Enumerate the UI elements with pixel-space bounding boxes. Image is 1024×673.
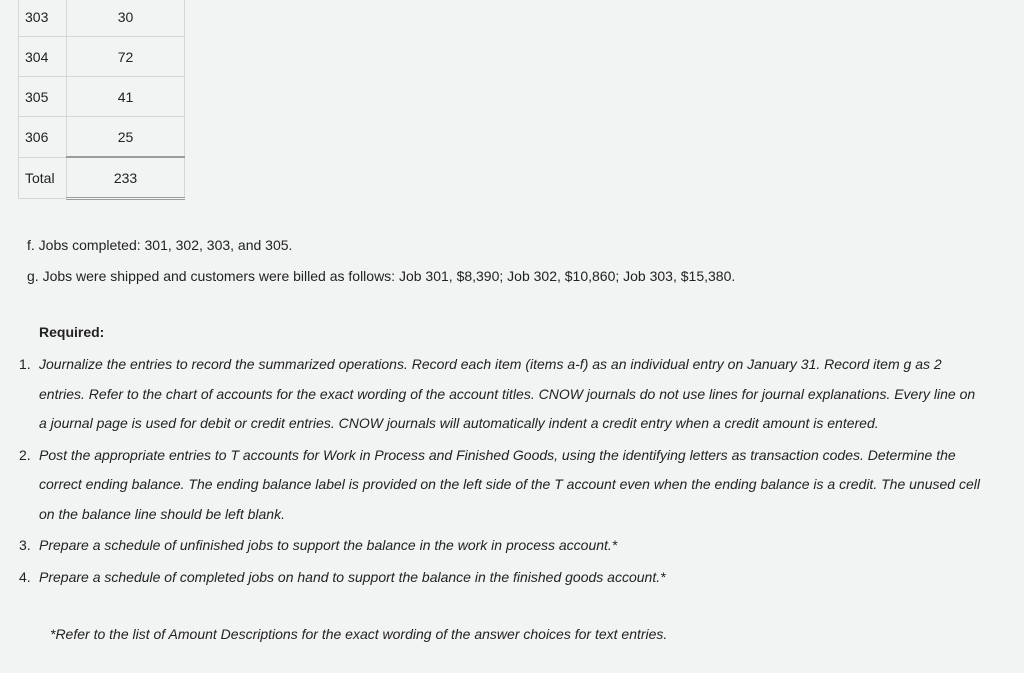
footnote: *Refer to the list of Amount Descriptions for the exact wording of the answer choices for text entries.: [50, 626, 668, 642]
requirement-text: Post the appropriate entries to T accounts for Work in Process and Finished Goods, using the identifying letters as transaction codes. Determine the correct ending balance. The ending balance label is provided on the left side of the T account even when the ending balance is a credit. The unused cell on the balance line should be left blank.: [39, 446, 980, 522]
required-heading: Required:: [39, 324, 105, 340]
job-amount-cell: 41: [67, 77, 185, 117]
job-amount-cell: 30: [67, 0, 185, 37]
table-row: [19, 117, 185, 158]
requirement-item: [0, 441, 984, 530]
jobs-table: [18, 0, 185, 200]
requirement-number: 2.: [19, 446, 31, 463]
job-number-cell: 305: [19, 77, 67, 117]
requirement-item: [0, 531, 984, 561]
requirement-text: Prepare a schedule of completed jobs on hand to support the balance in the finished goods account.*: [39, 568, 666, 585]
total-row: [19, 157, 185, 199]
requirement-number: 4.: [19, 568, 31, 585]
requirements-list: [0, 350, 984, 594]
job-number-cell: 306: [19, 117, 67, 158]
requirement-number: 1.: [19, 356, 31, 372]
job-amount-cell: 72: [67, 37, 185, 77]
job-amount-cell: 25: [67, 117, 185, 158]
statement-f: f. Jobs completed: 301, 302, 303, and 305.: [27, 237, 293, 253]
job-number-cell: 304: [19, 37, 67, 77]
requirement-text: Prepare a schedule of unfinished jobs to support the balance in the work in process account.*: [39, 537, 618, 553]
requirement-text: Journalize the entries to record the summarized operations. Record each item (items a-f) as an individual entry on January 31. Record item g as 2 entries. Refer to the chart of accounts for the exact wording of the account titles. CNOW journals do not use lines for journal explanations. Every line on a journal page is used for debit or credit entries. CNOW journals will automatically indent a credit entry when a credit amount is entered.: [39, 356, 976, 431]
table-row: [19, 0, 185, 37]
requirement-number: 3.: [19, 537, 31, 553]
statement-g: g. Jobs were shipped and customers were billed as follows: Job 301, $8,390; Job 302, $10,860; Job 303, $15,380.: [27, 268, 736, 284]
requirement-item: [0, 350, 984, 439]
job-number-cell: 303: [19, 0, 67, 37]
total-amount-cell: 233: [67, 157, 185, 199]
table-row: [19, 37, 185, 77]
requirement-item: [0, 563, 984, 593]
table-row: [19, 77, 185, 117]
total-label-cell: Total: [19, 157, 67, 199]
